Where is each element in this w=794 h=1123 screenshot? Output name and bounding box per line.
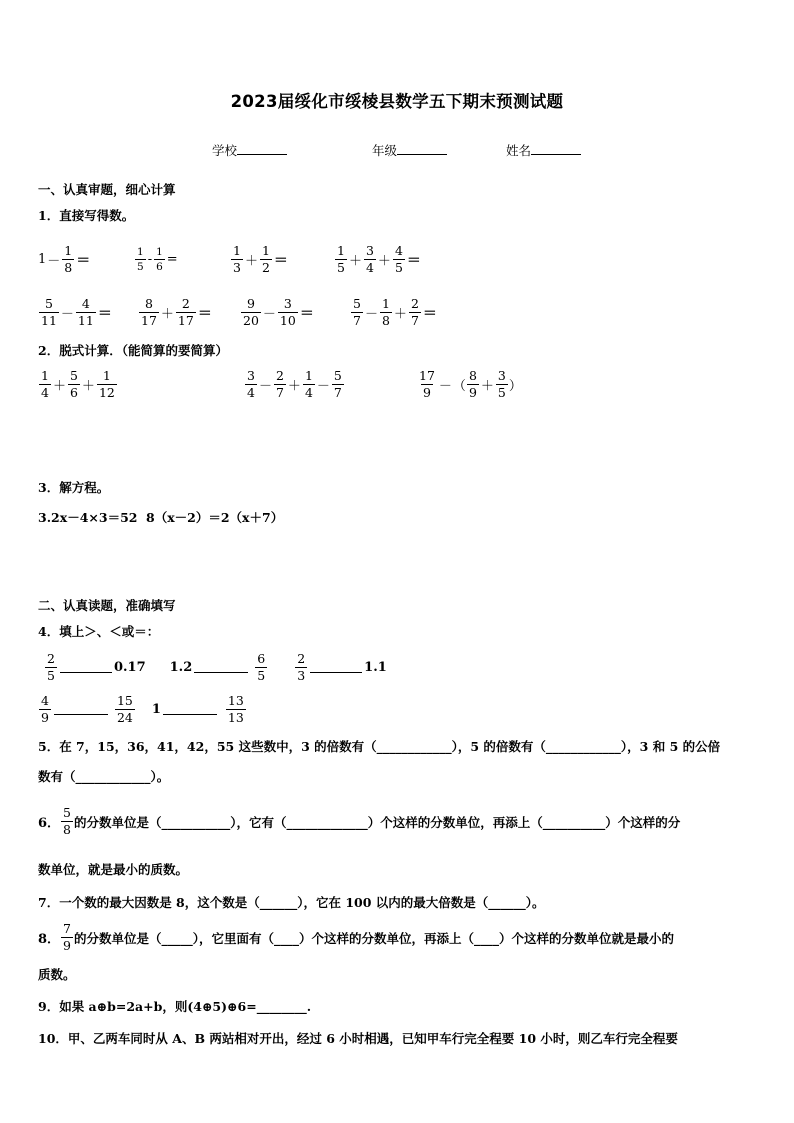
q2-item-2 — [244, 369, 345, 400]
q1-item-6 — [138, 297, 212, 328]
q1-item-2 — [134, 246, 179, 273]
q3-equation-2: 8（x－2）＝2（x＋7） — [146, 510, 284, 525]
fraction: $\frac{1}{4}$ — [304, 368, 313, 400]
q4-title: 4．填上＞、＜或＝： — [38, 624, 160, 639]
fraction: $\frac{4}{5}$ — [394, 243, 403, 275]
op-plus: ＋ — [81, 379, 95, 394]
q1-item-3 — [230, 244, 288, 275]
compare-blank-5[interactable] — [163, 704, 217, 715]
fraction: $\frac{2}{3}$ — [297, 651, 306, 683]
op-minus: － — [316, 379, 330, 394]
compare-blank-3[interactable] — [310, 662, 362, 673]
compare-blank-4[interactable] — [54, 704, 108, 715]
q8-line-2: 质数。 — [38, 967, 76, 982]
q8-line-1 — [38, 922, 674, 953]
fraction: $\frac{8}{17}$ — [141, 296, 157, 328]
op-plus: ＋ — [377, 254, 391, 269]
value: 1.2 — [169, 660, 193, 675]
q2-item-1 — [38, 369, 118, 400]
fraction: $\frac{13}{13}$ — [227, 693, 244, 725]
op-minus: － — [438, 379, 452, 394]
q8-text: 的分数单位是（_____），它里面有（____）个这样的分数单位，再添上（____）个这样的分数单位就是最小的 — [74, 930, 675, 946]
q1-item-1 — [38, 244, 90, 275]
compare-blank-2[interactable] — [194, 662, 248, 673]
fraction: $\frac{5}{8}$ — [63, 805, 71, 837]
op-minus: － — [60, 307, 74, 322]
fraction: $\frac{1}{4}$ — [41, 368, 49, 400]
fraction: $\frac{1}{8}$ — [381, 296, 390, 328]
equals: ＝ — [197, 305, 212, 322]
value: 1.1 — [364, 660, 387, 675]
section2-title: 二、认真读题，准确填写 — [38, 598, 176, 613]
q2-title: 2．脱式计算．（能简算的要简算） — [38, 343, 228, 358]
q6-line-1 — [38, 806, 680, 837]
value: 1 — [151, 702, 161, 717]
fraction: $\frac{1}{12}$ — [98, 368, 115, 400]
fraction: $\frac{1}{2}$ — [261, 243, 270, 275]
right-paren: ） — [508, 379, 522, 394]
fraction: $\frac{2}{7}$ — [410, 296, 419, 328]
op-plus: ＋ — [480, 379, 494, 394]
fraction: $\frac{1}{5}$ — [337, 243, 345, 275]
op-plus: ＋ — [287, 379, 301, 394]
grade-blank[interactable] — [397, 142, 447, 155]
q2-item-3 — [416, 369, 522, 400]
fraction: $\frac{1}{8}$ — [64, 243, 73, 275]
fraction: $\frac{5}{7}$ — [353, 296, 361, 328]
fraction: $\frac{4}{11}$ — [77, 296, 94, 328]
fraction: $\frac{8}{9}$ — [468, 368, 477, 400]
fraction: $\frac{5}{11}$ — [41, 296, 57, 328]
equals: ＝ — [422, 305, 437, 322]
fraction: $\frac{2}{5}$ — [47, 651, 55, 683]
equals: ＝ — [273, 252, 288, 269]
q1-item-7 — [240, 297, 314, 328]
op-plus: ＋ — [52, 379, 66, 394]
num: 1 — [38, 252, 47, 267]
equals: ＝ — [76, 252, 91, 269]
compare-blank-1[interactable] — [60, 662, 112, 673]
q8-number: 8． — [38, 932, 61, 947]
fraction: $\frac{1}{5}$ — [137, 246, 144, 273]
fraction: $\frac{3}{10}$ — [279, 296, 296, 328]
equals: ＝ — [406, 252, 421, 269]
fraction: $\frac{2}{17}$ — [177, 296, 194, 328]
fraction: $\frac{4}{9}$ — [41, 693, 49, 725]
name-label: 姓名 — [506, 143, 532, 158]
q1-title: 1．直接写得数。 — [38, 208, 135, 223]
q10-text: 10．甲、乙两车同时从 A、B 两站相对开出，经过 6 小时相遇，已知甲车行完全程要 10 小时，则乙车行完全程要 — [38, 1031, 678, 1046]
school-field — [212, 141, 287, 159]
fraction: $\frac{5}{7}$ — [333, 368, 342, 400]
fraction: $\frac{3}{5}$ — [497, 368, 506, 400]
op-minus: － — [47, 254, 61, 269]
q6-text: 的分数单位是（___________），它有（_____________）个这样的分数单位，再添上（__________）个这样的分 — [74, 814, 681, 830]
fraction: $\frac{3}{4}$ — [365, 243, 374, 275]
q6-number: 6． — [38, 816, 61, 831]
op-plus: ＋ — [244, 254, 258, 269]
q5-line-1: 5．在 7，15，36，41，42，55 这些数中，3 的倍数有（____________），5 的倍数有（____________），3 和 5 的公倍 — [38, 739, 721, 754]
q4-row-1 — [44, 652, 387, 683]
q9-text: 9．如果 a⊕b=2a+b，则(4⊕5)⊕6=________. — [38, 999, 312, 1014]
equals: ＝ — [299, 305, 314, 322]
fraction: $\frac{1}{6}$ — [156, 246, 163, 273]
fraction: $\frac{3}{4}$ — [247, 368, 255, 400]
q1-item-4 — [334, 244, 421, 275]
q6-line-2: 数单位，就是最小的质数。 — [38, 862, 189, 877]
op-minus: - — [147, 252, 153, 267]
value: 0.17 — [113, 660, 146, 675]
op-minus: － — [364, 307, 378, 322]
op-plus: ＋ — [393, 307, 407, 322]
fraction: $\frac{6}{5}$ — [257, 651, 266, 683]
q3-title: 3．解方程。 — [38, 480, 110, 495]
q7-text: 7．一个数的最大因数是 8，这个数是（______），它在 100 以内的最大倍数是（______）。 — [38, 895, 545, 910]
grade-label: 年级 — [372, 143, 398, 158]
page-title: 2023届绥化市绥棱县数学五下期末预测试题 — [230, 92, 564, 111]
grade-field — [372, 141, 447, 159]
op-minus: － — [262, 307, 276, 322]
q1-item-5 — [38, 297, 112, 328]
left-paren: （ — [452, 379, 466, 394]
fraction: $\frac{5}{6}$ — [69, 368, 78, 400]
fraction: $\frac{1}{3}$ — [233, 243, 241, 275]
fraction: $\frac{9}{20}$ — [243, 296, 259, 328]
fraction: $\frac{17}{9}$ — [419, 368, 435, 400]
fraction: $\frac{2}{7}$ — [275, 368, 284, 400]
section1-title: 一、认真审题，细心计算 — [38, 182, 176, 197]
q1-item-8 — [350, 297, 437, 328]
name-field — [506, 141, 581, 159]
q5-line-2: 数有（____________）。 — [38, 769, 170, 784]
school-label: 学校 — [212, 143, 238, 158]
equals: = — [166, 252, 178, 267]
op-minus: － — [258, 379, 272, 394]
q3-equation-1: 3.2x－4×3＝52 — [38, 510, 138, 525]
equals: ＝ — [97, 305, 112, 322]
school-blank[interactable] — [237, 142, 287, 155]
name-blank[interactable] — [531, 142, 581, 155]
op-plus: ＋ — [160, 307, 174, 322]
fraction: $\frac{15}{24}$ — [116, 693, 133, 725]
q4-row-2 — [38, 694, 247, 725]
fraction: $\frac{7}{9}$ — [63, 921, 71, 953]
op-plus: ＋ — [348, 254, 362, 269]
